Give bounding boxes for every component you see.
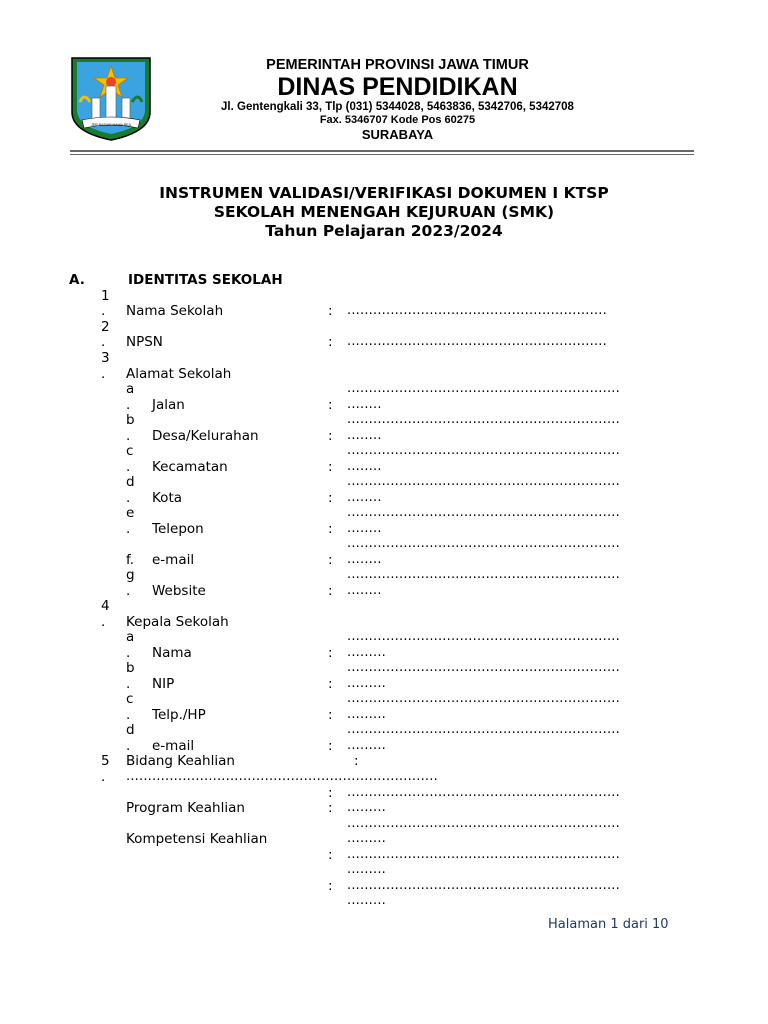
field-kompetensi-line5[interactable]: ............................................................... bbox=[347, 878, 620, 893]
label-desa-kelurahan: Desa/Kelurahan bbox=[152, 428, 259, 444]
field-nama-sekolah[interactable]: ............................................................ bbox=[347, 303, 607, 318]
label-kepala-email: e-mail bbox=[152, 738, 195, 754]
label-nama-sekolah: Nama Sekolah bbox=[126, 303, 224, 319]
field-nama-line2[interactable]: ......... bbox=[347, 645, 386, 660]
doc-title-line3: Tahun Pelajaran 2023/2024 bbox=[265, 222, 503, 240]
label-npsn: NPSN bbox=[126, 334, 163, 350]
label-bidang-keahlian: Bidang Keahlian bbox=[126, 753, 235, 769]
sub-letter: e bbox=[126, 505, 135, 521]
label-kompetensi-keahlian: Kompetensi Keahlian bbox=[126, 831, 268, 847]
colon: : bbox=[328, 583, 333, 599]
letterhead-government: PEMERINTAH PROVINSI JAWA TIMUR bbox=[266, 57, 529, 73]
doc-title-line2: SEKOLAH MENENGAH KEJURUAN (SMK) bbox=[213, 203, 555, 221]
colon: : bbox=[328, 707, 333, 723]
colon: : bbox=[328, 785, 333, 801]
sub-letter: c bbox=[126, 443, 134, 459]
sub-letter-dot: . bbox=[126, 676, 131, 692]
sub-letter-dot: . bbox=[126, 490, 131, 506]
colon: : bbox=[328, 521, 333, 537]
sub-letter-dot: . bbox=[126, 707, 131, 723]
letterhead-city: SURABAYA bbox=[361, 127, 434, 142]
colon: : bbox=[328, 490, 333, 506]
sub-letter: a bbox=[126, 381, 135, 397]
colon: : bbox=[328, 676, 333, 692]
colon: : bbox=[328, 303, 333, 319]
label-nip: NIP bbox=[152, 676, 175, 692]
colon: : bbox=[328, 397, 333, 413]
sub-letter: g bbox=[126, 567, 135, 583]
sub-letter-dot: . bbox=[126, 428, 131, 444]
sub-letter-dot: . bbox=[126, 459, 131, 475]
letterhead-address: Jl. Gentengkali 33, Tlp (031) 5344028, 5463836, 5342706, 5342708 bbox=[221, 101, 574, 113]
label-kepala-sekolah: Kepala Sekolah bbox=[126, 614, 229, 630]
item-number-dot: . bbox=[101, 366, 106, 382]
field-kepala-email-line1[interactable]: ............................................................... bbox=[347, 722, 620, 737]
label-program-keahlian: Program Keahlian bbox=[126, 800, 245, 816]
field-kota-line2[interactable]: ........ bbox=[347, 490, 382, 505]
sub-letter: d bbox=[126, 722, 135, 738]
field-kompetensi-line2[interactable]: ......... bbox=[347, 831, 386, 846]
sub-letter: b bbox=[126, 660, 135, 676]
label-email: e-mail bbox=[152, 552, 195, 568]
field-telp-line1[interactable]: ............................................................... bbox=[347, 691, 620, 706]
field-kompetensi-line6[interactable]: ......... bbox=[347, 893, 386, 908]
item-number: 4 bbox=[101, 598, 110, 614]
field-kota-line1[interactable]: ............................................................... bbox=[347, 474, 620, 489]
item-number-dot: . bbox=[101, 334, 106, 350]
sub-letter: a bbox=[126, 629, 135, 645]
letterhead-department: DINAS PENDIDIKAN bbox=[277, 73, 518, 101]
field-kompetensi-line1[interactable]: ............................................................... bbox=[347, 816, 620, 831]
sub-letter: d bbox=[126, 474, 135, 490]
field-npsn[interactable]: ............................................................ bbox=[347, 334, 607, 349]
label-jalan: Jalan bbox=[152, 397, 185, 413]
field-kompetensi-line3[interactable]: ............................................................... bbox=[347, 847, 620, 862]
colon: : bbox=[328, 428, 333, 444]
label-website: Website bbox=[152, 583, 206, 599]
sub-letter: c bbox=[126, 691, 134, 707]
field-jalan-line2[interactable]: ........ bbox=[347, 397, 382, 412]
label-telp-hp: Telp./HP bbox=[152, 707, 206, 723]
colon: : bbox=[328, 800, 333, 816]
label-telepon: Telepon bbox=[152, 521, 204, 537]
field-jalan-line1[interactable]: ............................................................... bbox=[347, 381, 620, 396]
field-nip-line1[interactable]: ............................................................... bbox=[347, 660, 620, 675]
sub-letter-dot: . bbox=[126, 521, 131, 537]
colon: : bbox=[328, 738, 333, 754]
colon: : bbox=[328, 459, 333, 475]
sub-letter-dot: . bbox=[126, 397, 131, 413]
letterhead-divider bbox=[70, 150, 694, 155]
field-kompetensi-line4[interactable]: ......... bbox=[347, 862, 386, 877]
field-telepon-line2[interactable]: ........ bbox=[347, 521, 382, 536]
field-website-line2[interactable]: ........ bbox=[347, 583, 382, 598]
sub-letter-dot: . bbox=[126, 738, 131, 754]
field-bidang-keahlian[interactable]: ........................................................................ bbox=[126, 769, 438, 784]
field-kecamatan-line2[interactable]: ........ bbox=[347, 459, 382, 474]
label-kecamatan: Kecamatan bbox=[152, 459, 228, 475]
item-number-dot: . bbox=[101, 303, 106, 319]
sub-letter: f. bbox=[126, 552, 135, 568]
field-nama-line1[interactable]: ............................................................... bbox=[347, 629, 620, 644]
page-number: Halaman 1 dari 10 bbox=[548, 917, 669, 932]
letterhead-fax: Fax. 5346707 Kode Pos 60275 bbox=[319, 114, 476, 126]
colon: : bbox=[328, 878, 333, 894]
colon: : bbox=[328, 645, 333, 661]
field-telp-line2[interactable]: ......... bbox=[347, 707, 386, 722]
item-number: 1 bbox=[101, 288, 110, 304]
field-website-line1[interactable]: ............................................................... bbox=[347, 567, 620, 582]
field-kecamatan-line1[interactable]: ............................................................... bbox=[347, 443, 620, 458]
label-nama: Nama bbox=[152, 645, 192, 661]
field-program-line2[interactable]: ......... bbox=[347, 800, 386, 815]
item-number-dot: . bbox=[101, 614, 106, 630]
sub-letter: b bbox=[126, 412, 135, 428]
label-kota: Kota bbox=[152, 490, 183, 506]
field-desa-line1[interactable]: ............................................................... bbox=[347, 412, 620, 427]
item-number: 5 bbox=[101, 753, 110, 769]
field-email-line1[interactable]: ............................................................... bbox=[347, 536, 620, 551]
field-program-line1[interactable]: ............................................................... bbox=[347, 785, 620, 800]
item-number-dot: . bbox=[101, 769, 106, 785]
field-desa-line2[interactable]: ........ bbox=[347, 428, 382, 443]
doc-title-line1: INSTRUMEN VALIDASI/VERIFIKASI DOKUMEN I KTSP bbox=[159, 184, 609, 202]
sub-letter-dot: . bbox=[126, 583, 131, 599]
colon: : bbox=[328, 552, 333, 568]
logo-motto: JER BASUKI MAWA BEA bbox=[91, 123, 131, 127]
item-number: 3 bbox=[101, 350, 110, 366]
field-kepala-email-line2[interactable]: ......... bbox=[347, 738, 386, 753]
sub-letter-dot: . bbox=[126, 645, 131, 661]
field-nip-line2[interactable]: ......... bbox=[347, 676, 386, 691]
colon: : bbox=[354, 753, 359, 769]
colon: : bbox=[328, 334, 333, 350]
section-heading: IDENTITAS SEKOLAH bbox=[128, 272, 283, 288]
label-alamat-sekolah: Alamat Sekolah bbox=[126, 366, 232, 382]
colon: : bbox=[328, 847, 333, 863]
field-telepon-line1[interactable]: ............................................................... bbox=[347, 505, 620, 520]
item-number: 2 bbox=[101, 319, 110, 335]
section-letter: A. bbox=[69, 272, 85, 288]
field-email-line2[interactable]: ........ bbox=[347, 552, 382, 567]
